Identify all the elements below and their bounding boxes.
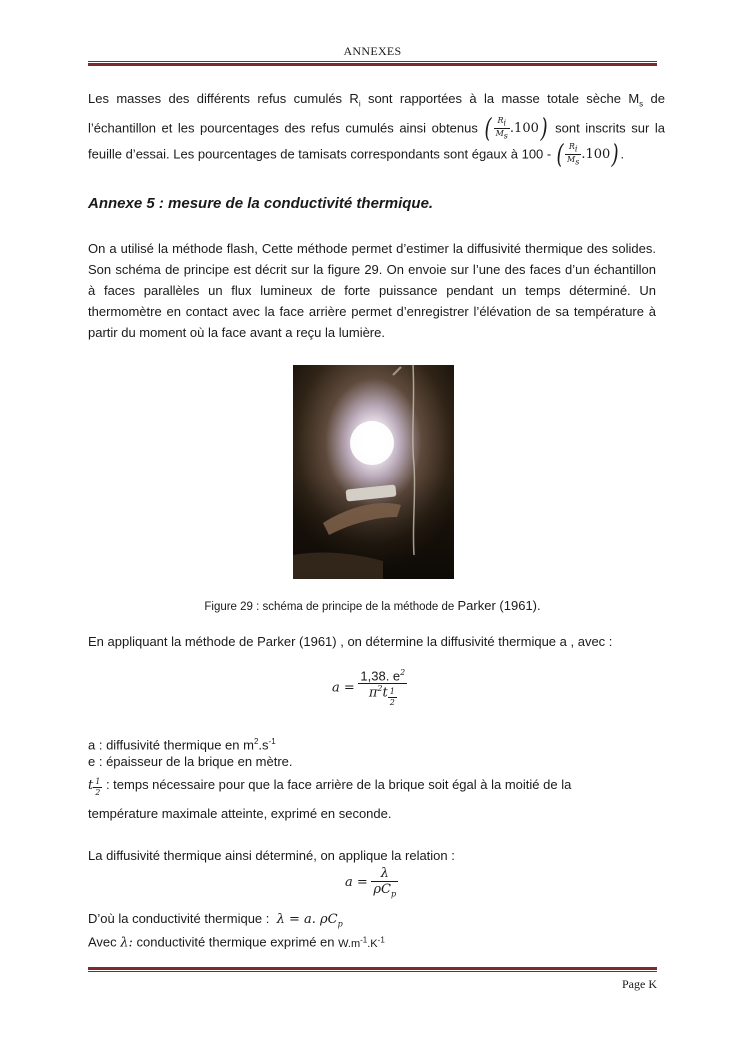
- figure-caption: Figure 29 : schéma de principe de la méthode de Parker (1961).: [204, 598, 541, 613]
- conductivity-line: D’où la conductivité thermique : λ = a. $\rho C_p$: [88, 911, 343, 929]
- method-paragraph: On a utilisé la méthode flash, Cette méthode permet d’estimer la diffusivité thermique des solides. Son schéma de principe est décrit sur la figure 29. On envoie sur l’une des faces d’un échantillon à faces parallèles un flux lumineux de forte puissance pendant un temps déterminé. Un thermomètre en contact avec la face arrière permet d’enregistrer l’élévation de sa température à partir du moment où la face avant a reçu la lumière.: [88, 241, 656, 340]
- definition-e: e : épaisseur de la brique en mètre.: [88, 754, 293, 769]
- relation-formula: a = $\frac{\lambda}{\rho C_p}$: [345, 866, 397, 899]
- footer-rule-thick: [88, 967, 657, 970]
- definition-a: a : diffusivité thermique en $m^2.s^{-1}$: [88, 737, 276, 753]
- definition-t-continued: température maximale atteinte, exprimé en seconde.: [88, 806, 392, 821]
- flash-method-photo: [293, 365, 454, 579]
- intro-paragraph: Les masses des différents refus cumulés $R_i$ sont rapportées à la masse totale sèche $M_s$ de l’échantillon et les pourcentages des refus cumulés ainsi obtenus ( $\frac{R_i}{M_s}$ .100) sont inscrits sur la feuille d’essai. Les pourcentages de tamisats correspondants sont égaux à 100 - ( $\frac{R_i}{M_s}$ .100) .: [88, 91, 665, 170]
- avec-line: Avec λ: conductivité thermique exprimé en $W.m^{-1}.K^{-1}$: [88, 934, 385, 951]
- relation-intro: La diffusivité thermique ainsi déterminé, on applique la relation :: [88, 848, 455, 863]
- header-rule-thick: [88, 63, 657, 66]
- tamisat-formula: ( $\frac{R_i}{M_s}$ .100): [556, 139, 619, 170]
- header-rule-thin: [88, 61, 657, 62]
- footer-rule-thin: [88, 971, 657, 972]
- section-heading: Annexe 5 : mesure de la conductivité thermique.: [88, 195, 434, 212]
- parker-formula: a = 1,38. $e^2$ $\pi^2t$ $\frac{1}{2}$: [332, 668, 406, 707]
- page-number: Page K: [622, 977, 657, 991]
- refus-formula: ( $\frac{R_i}{M_s}$ .100): [484, 113, 548, 144]
- definition-t: t $\frac{1}{2}$ : temps nécessaire pour que la face arrière de la brique soit égal à la moitié de la: [88, 777, 572, 797]
- parker-intro: En appliquant la méthode de Parker (1961) , on détermine la diffusivité thermique a , avec :: [88, 634, 613, 649]
- page-header-title: ANNEXES: [343, 44, 402, 58]
